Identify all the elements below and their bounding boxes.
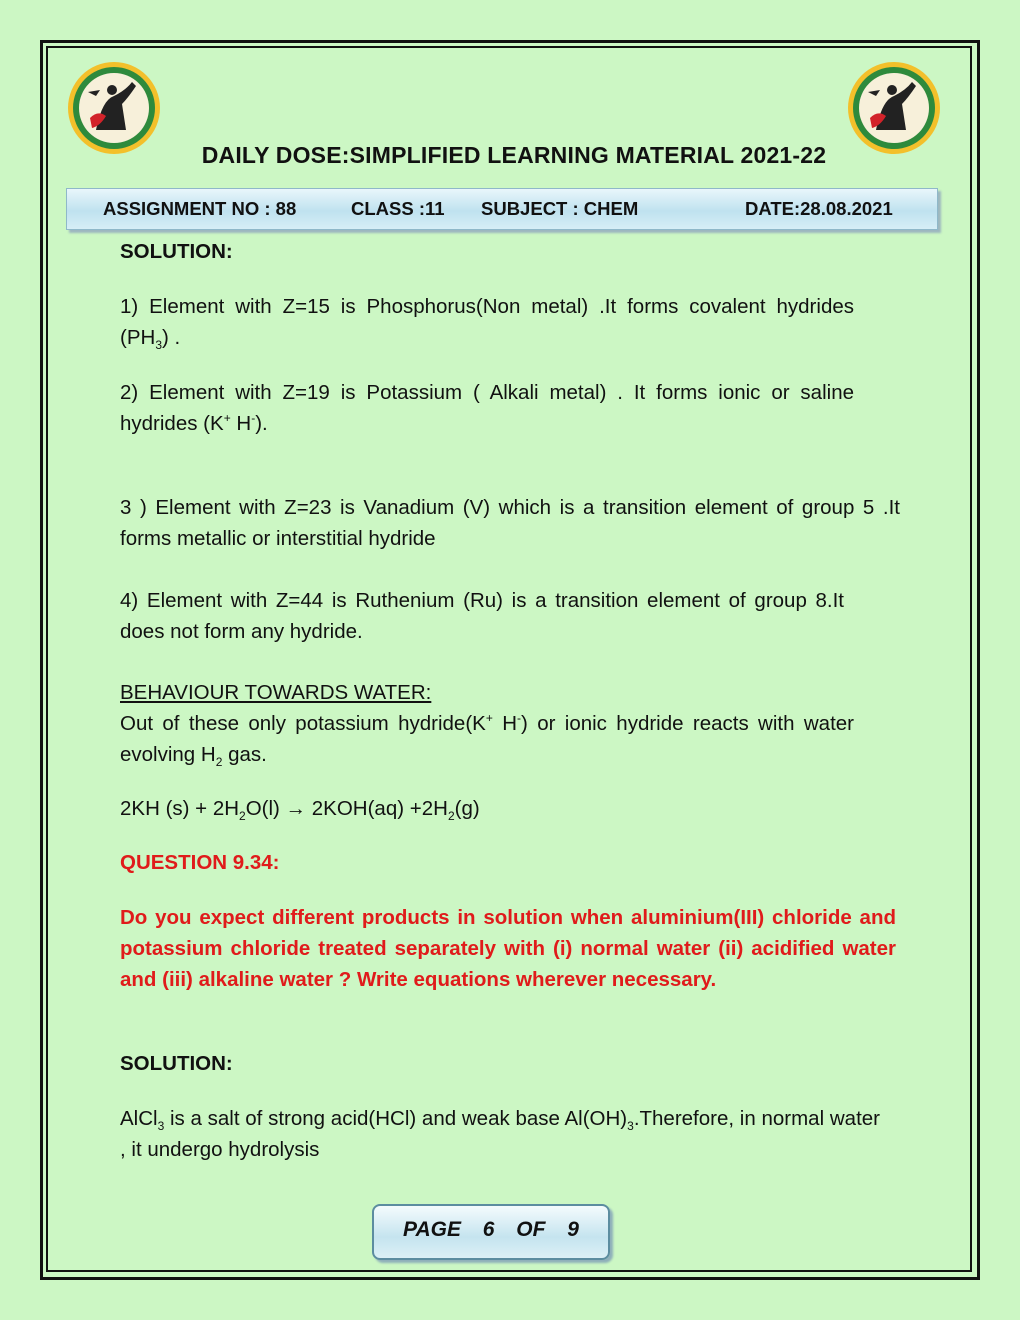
page-number-box (372, 1204, 610, 1260)
date-label: DATE:28.08.2021 (745, 198, 893, 219)
class-label: CLASS :11 (351, 198, 445, 219)
question-text: Do you expect different products in solution when aluminium(III) chloride and potassium chloride treated separately with (i) normal water (ii) acidified water and (iii) alkaline water ? Write equations wherever necessary. (120, 906, 896, 991)
solution-paragraph-1: 1) Element with Z=15 is Phosphorus(Non metal) .It forms covalent hydrides $(PH_3)$ . (120, 295, 854, 353)
solution-paragraph-2: 2) Element with Z=19 is Potassium ( Alkali metal) . It forms ionic or saline hydrides (K+ H-). (120, 381, 854, 435)
solution-paragraph-aluminium: AlCl$_3$ is a salt of strong acid(HCl) and weak base $Al(OH)_3.Therefore$, in normal water , it undergo hydrolysis (120, 1107, 880, 1161)
subject-label: SUBJECT : CHEM (481, 198, 639, 219)
assignment-info-bar (66, 188, 938, 230)
solution-heading: SOLUTION: (120, 240, 233, 263)
assignment-number: ASSIGNMENT NO : 88 (103, 198, 297, 219)
question-label: QUESTION 9.34: (120, 851, 280, 874)
reaction-equation: 2KH $(s) + 2H_2O(l) \to 2KOH(aq) +2H_2(g)$ (120, 797, 480, 824)
document-title: DAILY DOSE:SIMPLIFIED LEARNING MATERIAL 2021-22 (201, 142, 827, 168)
solution-paragraph-3: 3 ) Element with Z=23 is Vanadium (V) which is a transition element of group 5 .It forms metallic or interstitial hydride (120, 496, 900, 550)
behaviour-paragraph: Out of these only potassium hydride(K+ H-) or ionic hydride reacts with water evolving $H_2$ gas. (120, 711, 854, 770)
page-number: PAGE 6 OF 9 (403, 1218, 579, 1241)
solution-heading-2: SOLUTION: (120, 1052, 233, 1075)
behaviour-heading: BEHAVIOUR TOWARDS WATER: (120, 681, 432, 704)
solution-paragraph-4: 4) Element with Z=44 is Ruthenium (Ru) is a transition element of group 8.It does not form any hydride. (120, 589, 844, 643)
